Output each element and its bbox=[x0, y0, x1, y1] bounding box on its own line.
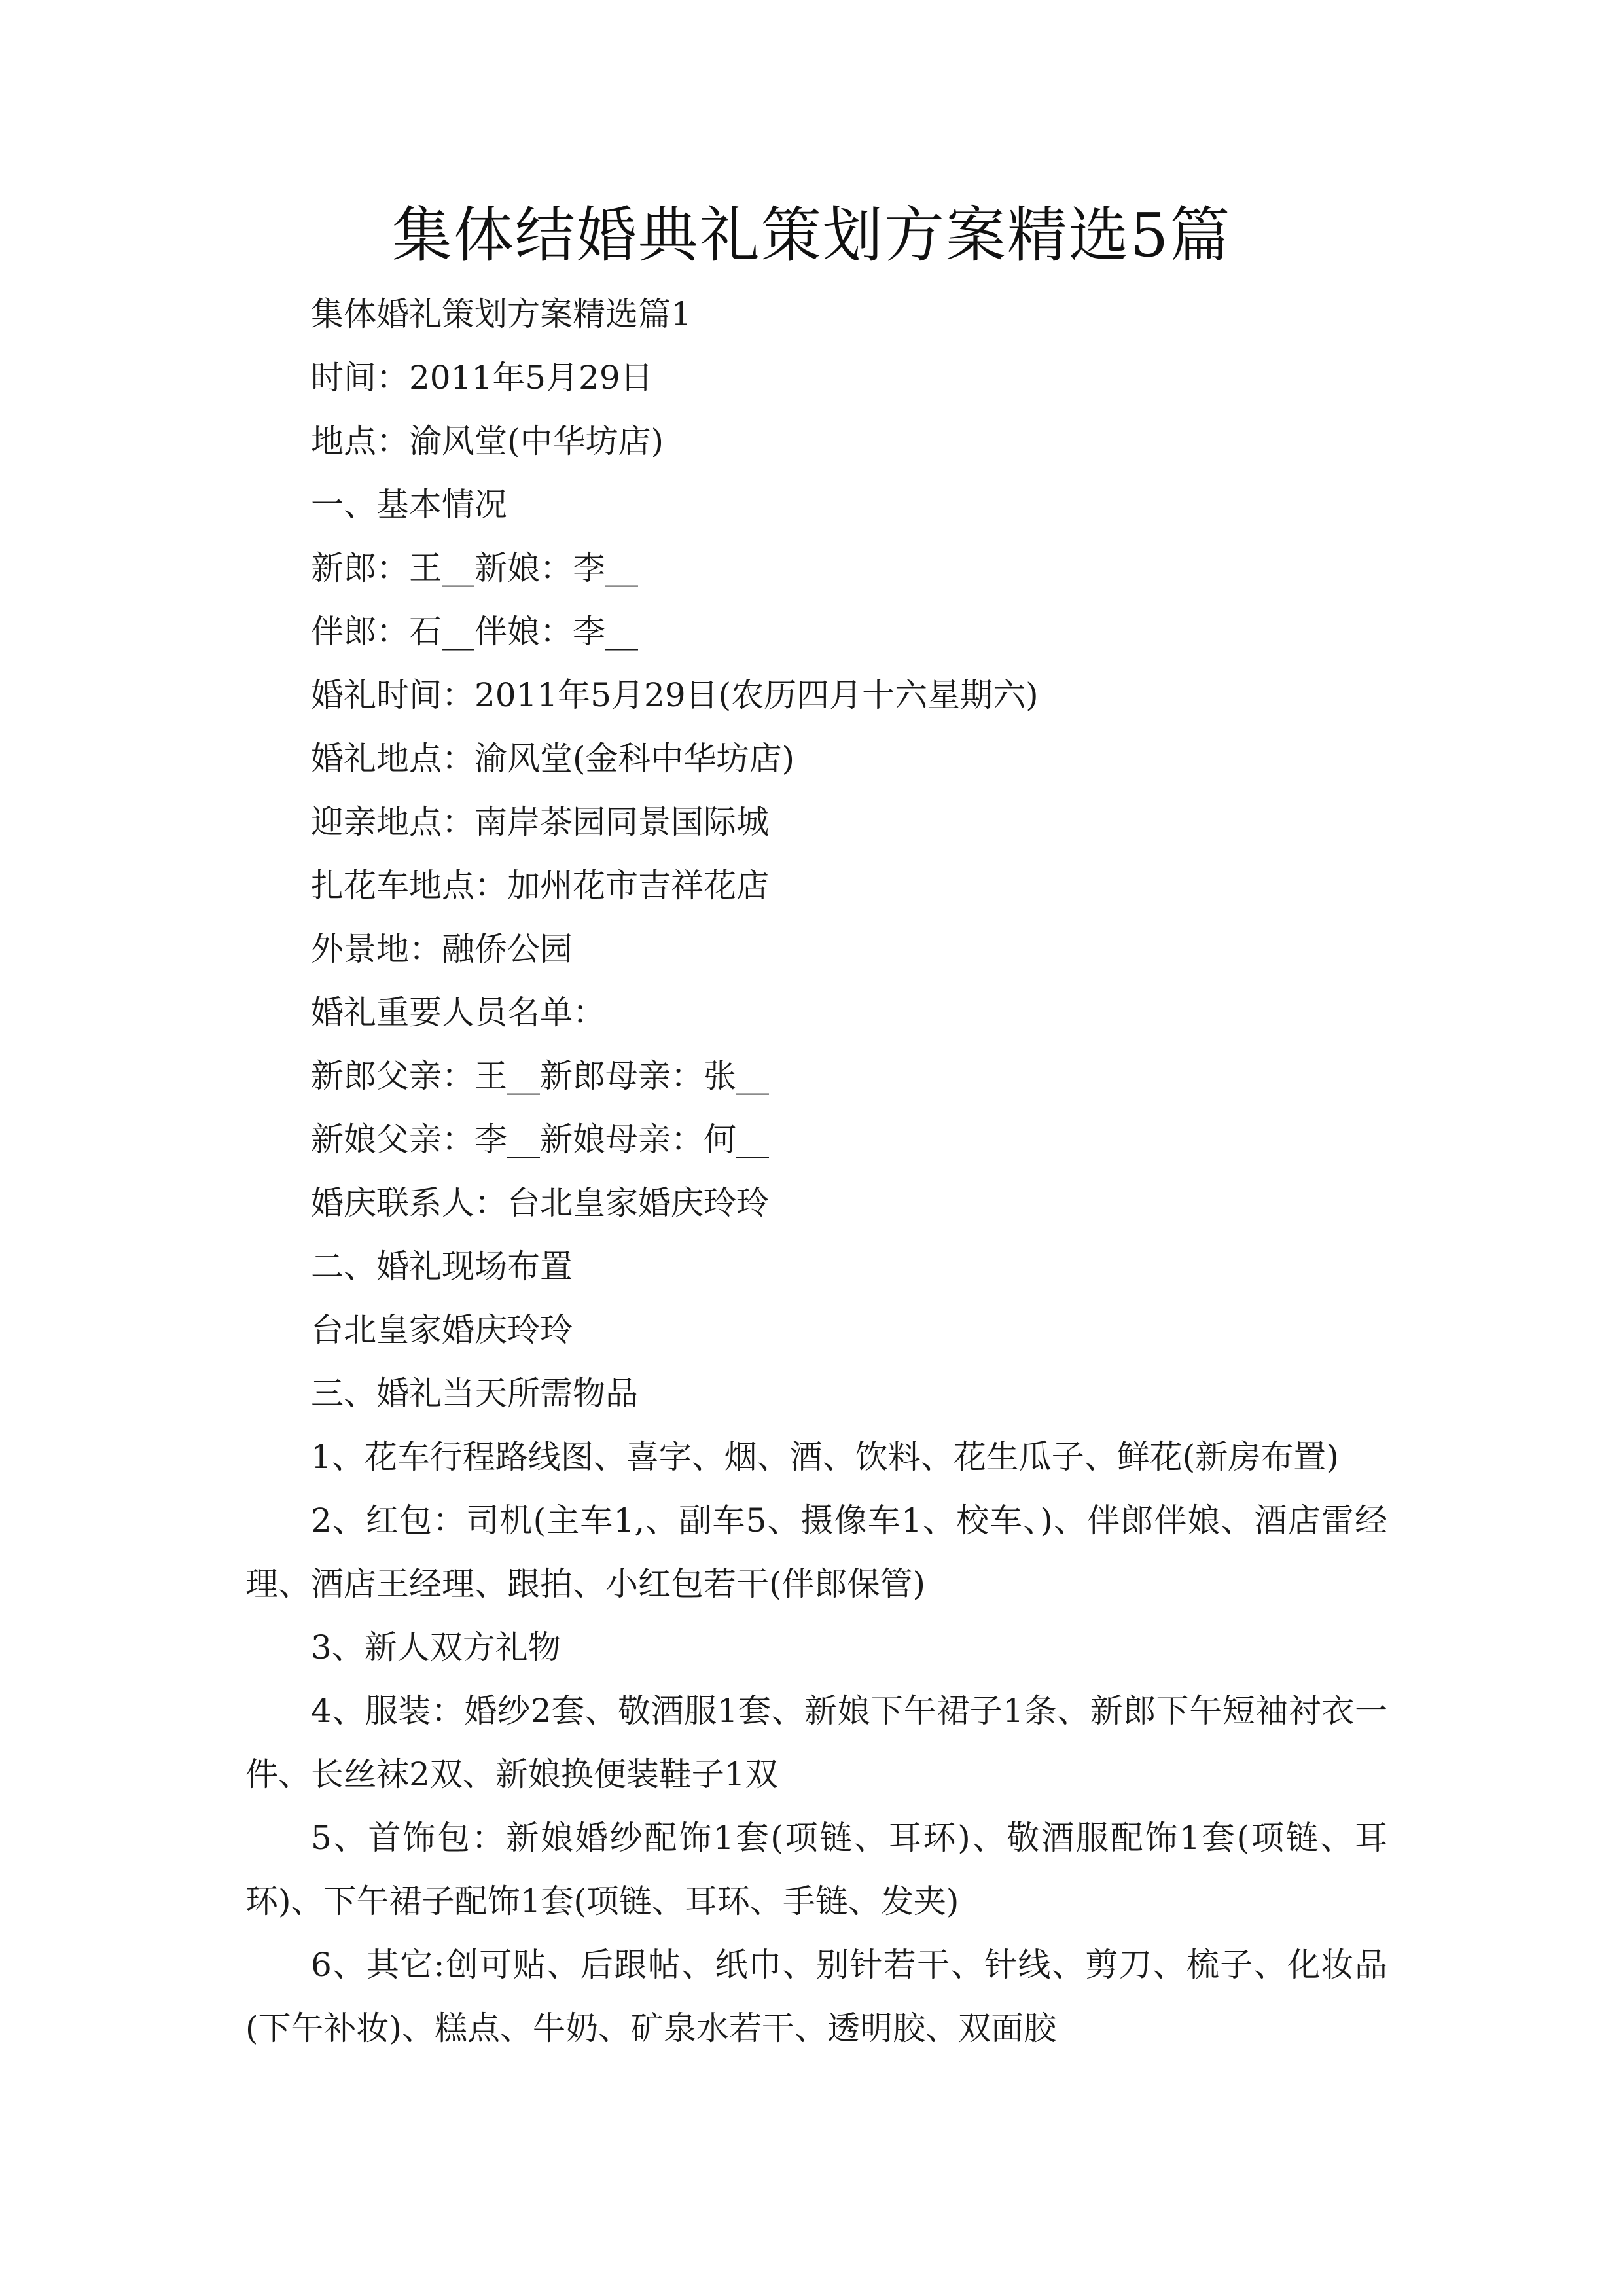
paragraph: 扎花车地点：加州花市吉祥花店 bbox=[311, 867, 769, 905]
list-item: 6、其它:创可贴、后跟帖、纸巾、别针若干、针线、剪刀、梳子、化妆品(下午补妆)、糕点、牛奶、矿泉水若干、透明胶、双面胶 bbox=[245, 1946, 1387, 2047]
list-item: 1、花车行程路线图、喜字、烟、酒、饮料、花生瓜子、鲜花(新房布置) bbox=[311, 1438, 1339, 1476]
paragraph: 新娘父亲：李__新娘母亲：何__ bbox=[311, 1121, 769, 1158]
section-heading: 二、婚礼现场布置 bbox=[311, 1247, 573, 1285]
paragraph: 伴郎：石__伴娘：李__ bbox=[311, 613, 638, 651]
list-item: 4、服装：婚纱2套、敬酒服1套、新娘下午裙子1条、新郎下午短袖衬衣一件、长丝袜2双、新娘换便装鞋子1双 bbox=[245, 1692, 1387, 1793]
paragraph: 婚庆联系人：台北皇家婚庆玲玲 bbox=[311, 1184, 769, 1222]
paragraph: 集体婚礼策划方案精选篇1 bbox=[311, 295, 692, 333]
document-title: 集体结婚典礼策划方案精选5篇 bbox=[391, 200, 1232, 270]
section-heading: 一、基本情况 bbox=[311, 486, 507, 524]
paragraph: 台北皇家婚庆玲玲 bbox=[311, 1311, 573, 1349]
paragraph: 迎亲地点：南岸茶园同景国际城 bbox=[311, 803, 769, 841]
paragraph: 新郎：王__新娘：李__ bbox=[311, 549, 638, 587]
list-item: 2、红包：司机(主车1,、副车5、摄像车1、校车、)、伴郎伴娘、酒店雷经理、酒店王经理、跟拍、小红包若干(伴郎保管) bbox=[245, 1501, 1387, 1603]
paragraph: 时间：2011年5月29日 bbox=[311, 359, 653, 397]
paragraph: 婚礼时间：2011年5月29日(农历四月十六星期六) bbox=[311, 676, 1039, 714]
section-heading: 三、婚礼当天所需物品 bbox=[311, 1374, 638, 1412]
paragraph: 婚礼地点：渝风堂(金科中华坊店) bbox=[311, 740, 795, 778]
list-item: 5、首饰包：新娘婚纱配饰1套(项链、耳环)、敬酒服配饰1套(项链、耳环)、下午裙子配饰1套(项链、耳环、手链、发夹) bbox=[245, 1819, 1387, 1920]
list-item: 3、新人双方礼物 bbox=[311, 1628, 561, 1666]
document-body bbox=[245, 283, 1387, 2060]
paragraph: 婚礼重要人员名单： bbox=[311, 994, 605, 1031]
paragraph: 地点：渝风堂(中华坊店) bbox=[311, 422, 664, 460]
paragraph: 外景地：融侨公园 bbox=[311, 930, 573, 968]
paragraph: 新郎父亲：王__新郎母亲：张__ bbox=[311, 1057, 769, 1095]
